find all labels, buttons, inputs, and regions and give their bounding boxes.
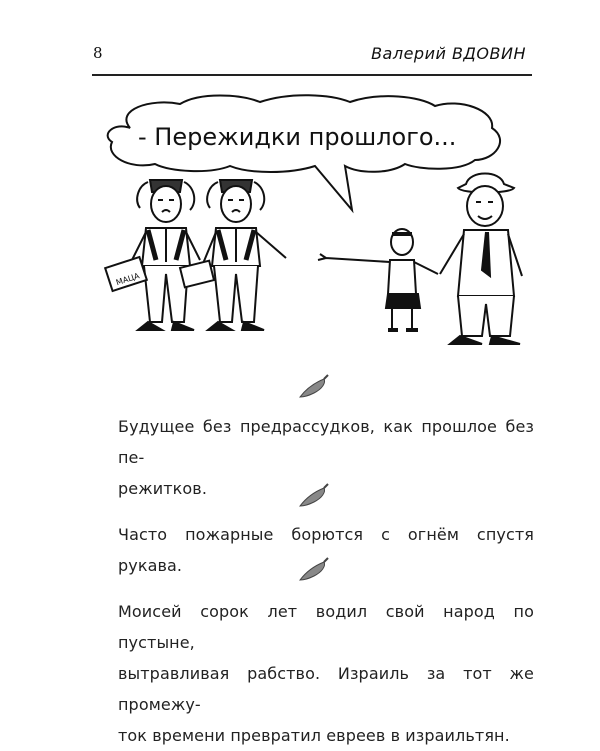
aphorism-line: вытравливая рабство. Израиль за тот же промежу-: [118, 664, 534, 714]
suitcase-label: МАЦА: [114, 271, 141, 288]
aphorism-line: Часто пожарные борются с огнём спустя рукава.: [118, 525, 534, 575]
pepper-icon: [296, 480, 332, 510]
aphorism-line: ток времени превратил евреев в израильтян.: [118, 726, 510, 745]
man-with-suitcase-2: [180, 180, 286, 330]
pepper-icon: [296, 554, 332, 584]
header-rule: [92, 74, 532, 76]
pointing-boy: [318, 229, 438, 330]
aphorism-3: [118, 596, 534, 751]
aphorism-line: режитков.: [118, 479, 208, 498]
speech-bubble-text: - Пережидки прошлого...: [138, 123, 457, 151]
man-in-hat: [440, 174, 522, 345]
aphorism-line: Моисей сорок лет водил свой народ по пустыне,: [118, 602, 534, 652]
pepper-icon: [296, 371, 332, 401]
author-name: Валерий ВДОВИН: [371, 44, 526, 63]
page-number: 8: [93, 44, 103, 62]
aphorism-line: Будущее без предрассудков, как прошлое без пе-: [118, 417, 534, 467]
cartoon-illustration: [90, 90, 540, 358]
man-with-suitcase-1: [105, 180, 200, 330]
